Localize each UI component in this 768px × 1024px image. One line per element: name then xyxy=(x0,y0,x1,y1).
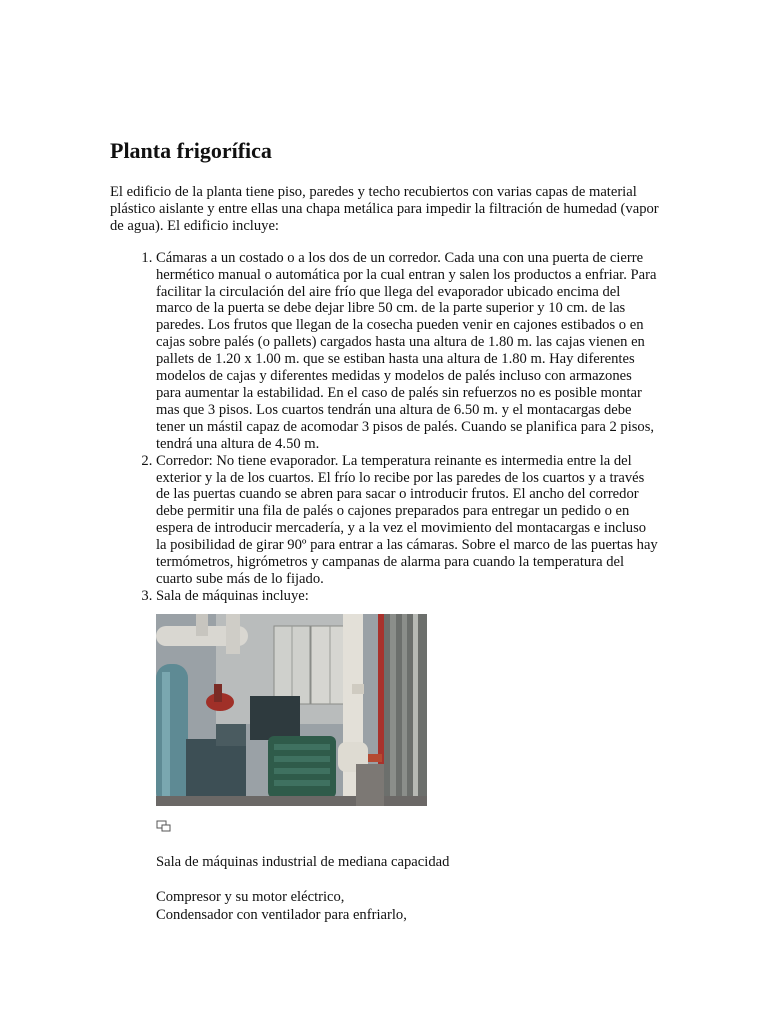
list-item-text: Sala de máquinas incluye: xyxy=(156,587,309,604)
list-item xyxy=(156,453,660,588)
page-title: Planta frigorífica xyxy=(110,138,272,163)
list-item-text: Cámaras a un costado o a los dos de un corredor. Cada una con una puerta de cierre hermético manual o automática por la cual entran y salen los productos a enfriar. Para facilitar la circulación del aire frío que llega del evaporador ubicado encima del marco de la puerta se debe dejar libre 50 cm. de la parte superior y 10 cm. de las paredes. Los frutos que llegan de la cosecha pueden venir en cajones estibados o en cajas sobre palés (o pallets) cargados hasta una altura de 1.80 m. las cajas vienen en pallets de 1.20 x 1.00 m. que se estiban hasta una altura de 1.80 m. Hay diferentes modelos de cajas y diferentes medidas y modelos de palés incluso con armazones para aumentar la estabilidad. En el caso de palés sin refuerzos no es posible montar mas que 3 pisos. Los cuartos tendrán una altura de 6.50 m. y el montacargas debe tener un mástil capaz de acomodar 3 pisos de palés. Cuando se planifica para 2 pisos, tendrá una altura de 4.50 m. xyxy=(156,249,657,452)
component-line: Compresor y su motor eléctrico, xyxy=(156,888,345,905)
components-list xyxy=(156,888,660,924)
component-line: Condensador con ventilador para enfriarlo, xyxy=(156,906,407,923)
list-item xyxy=(156,250,660,453)
numbered-list xyxy=(110,250,660,924)
list-item-text: Corredor: No tiene evaporador. La temperatura reinante es intermedia entre la del exterior y la de los cuartos. El frío lo recibe por las paredes de los cuartos y a través de las puertas cuando se abren para sacar o introducir frutos. El ancho del corredor debe permitir una fila de palés o cajones preparados para entregar un pedido o en espera de introducir mercadería, y a la vez el movimiento del montacargas e incluso la posibilidad de girar 90º para entrar a las cámaras. Sobre el marco de las puertas hay termómetros, higrómetros y campanas de alarma para cuando la temperatura del cuarto sube más de lo fijado. xyxy=(156,452,658,587)
machine-room-photo[interactable] xyxy=(156,614,427,806)
intro-paragraph: El edificio de la planta tiene piso, paredes y techo recubiertos con varias capas de material plástico aislante y entre ellas una chapa metálica para impedir la filtración de humedad (vapor de agua). El edificio incluye: xyxy=(110,184,659,234)
document-page xyxy=(110,138,660,924)
machine-room-illustration xyxy=(156,614,427,806)
figure-caption: Sala de máquinas industrial de mediana capacidad xyxy=(156,853,450,870)
list-item xyxy=(156,588,660,924)
enlarge-icon[interactable] xyxy=(156,820,172,832)
